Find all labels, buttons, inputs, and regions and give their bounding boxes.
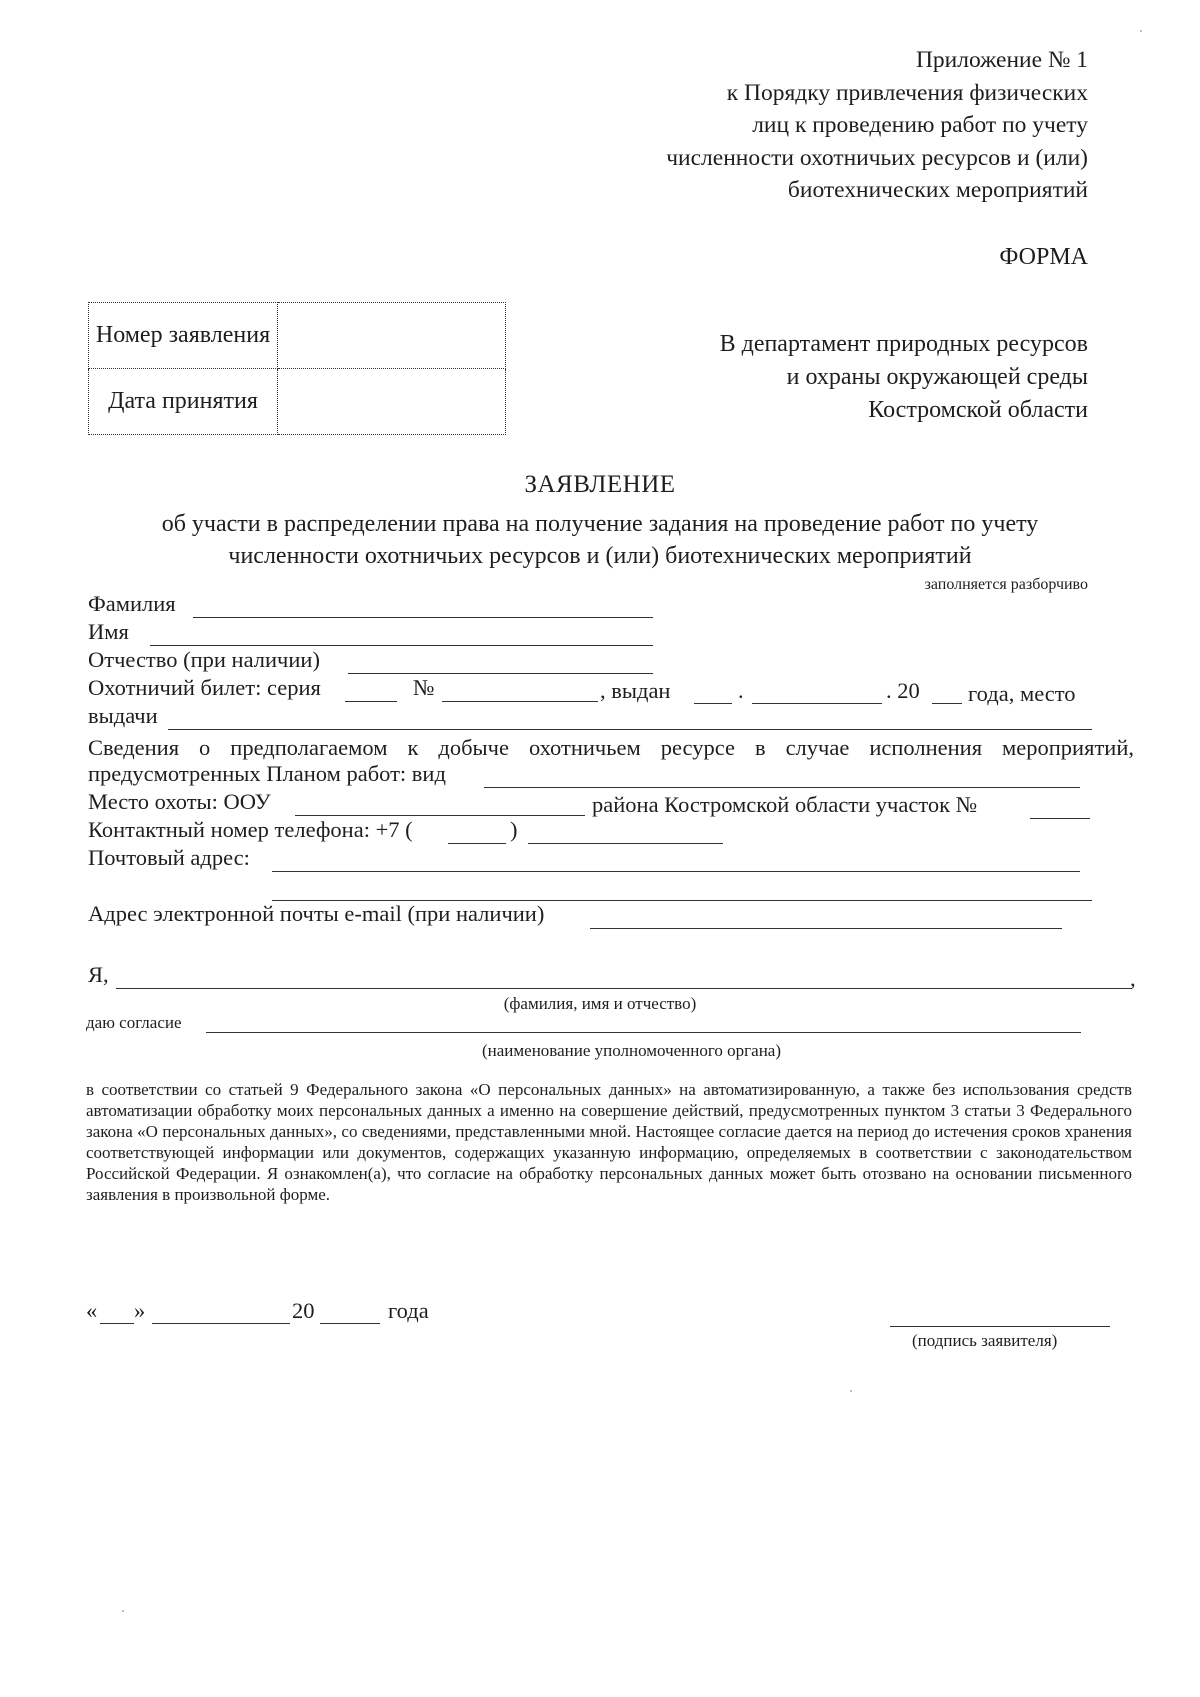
sign-month-field[interactable] — [152, 1323, 290, 1324]
name-label: Имя — [88, 619, 129, 644]
addressee-line-2: и охраны окружающей среды — [786, 364, 1088, 390]
form-label: ФОРМА — [999, 244, 1088, 270]
district-label: района Костромской области участок № — [592, 792, 978, 817]
subtitle-line-2: численности охотничьих ресурсов и (или) биотехнических мероприятий — [228, 543, 972, 569]
email-label: Адрес электронной почты e-mail (при наличии) — [88, 901, 545, 926]
issue-year-field[interactable] — [932, 703, 962, 704]
document-title: ЗАЯВЛЕНИЕ — [524, 471, 676, 498]
consent-text — [86, 1079, 1132, 1205]
sign-year-prefix: 20 — [292, 1298, 315, 1323]
acceptance-date-field[interactable] — [278, 369, 506, 435]
license-number-field[interactable] — [442, 701, 598, 702]
appendix-line-1: Приложение № 1 — [915, 47, 1088, 73]
patronymic-label: Отчество (при наличии) — [88, 647, 320, 672]
postal-address-field[interactable] — [272, 871, 1080, 872]
resource-info-line-1: Сведения о предполагаемом к добыче охотничьем ресурсе в случае исполнения мероприятий, — [88, 735, 1134, 760]
name-field[interactable] — [150, 645, 653, 646]
surname-label: Фамилия — [88, 591, 176, 616]
addressee — [720, 328, 1088, 427]
addressee-line-1: В департамент природных ресурсов — [719, 331, 1088, 357]
authority-field[interactable] — [206, 1032, 1081, 1033]
application-number-label: Номер заявления — [89, 303, 278, 369]
i-comma: , — [1130, 966, 1136, 991]
fio-caption: (фамилия, имя и отчество) — [503, 994, 697, 1013]
year-prefix: . 20 — [886, 678, 920, 703]
place-of-issue-label: выдачи — [88, 703, 158, 728]
year-place-label: года, место — [968, 681, 1076, 706]
phone-label: Контактный номер телефона: +7 ( — [88, 817, 413, 842]
phone-close: ) — [510, 817, 518, 842]
patronymic-field[interactable] — [348, 673, 653, 674]
give-consent-label: даю согласие — [86, 1013, 182, 1032]
phone-code-field[interactable] — [448, 843, 506, 844]
phone-number-field[interactable] — [528, 843, 723, 844]
applicant-fio-field[interactable] — [116, 988, 1132, 989]
document-subtitle — [0, 508, 1200, 572]
issued-label: , выдан — [600, 678, 671, 703]
signature-field[interactable] — [890, 1326, 1110, 1327]
scan-speck — [850, 1390, 852, 1392]
signature-caption: (подпись заявителя) — [912, 1331, 1058, 1350]
sign-day-field[interactable] — [100, 1323, 134, 1324]
registration-table — [88, 302, 506, 435]
plot-number-field[interactable] — [1030, 818, 1090, 819]
sign-year-field[interactable] — [320, 1323, 380, 1324]
i-label: Я, — [88, 962, 109, 987]
appendix-line-4: численности охотничьих ресурсов и (или) — [666, 144, 1088, 171]
place-of-issue-field[interactable] — [168, 729, 1092, 730]
issue-day-field[interactable] — [694, 703, 732, 704]
date-dot: . — [738, 678, 744, 703]
issue-month-field[interactable] — [752, 703, 882, 704]
appendix-line-2: к Порядку привлечения физических — [726, 79, 1088, 106]
license-number-label: № — [413, 675, 435, 700]
resource-species-field[interactable] — [484, 787, 1080, 788]
date-quote-close: » — [134, 1298, 146, 1323]
appendix-line-5: биотехнических мероприятий — [787, 177, 1088, 203]
date-quote-open: « — [86, 1298, 98, 1323]
authority-caption: (наименование уполномоченного органа) — [482, 1041, 782, 1060]
application-number-field[interactable] — [278, 303, 506, 369]
sign-year-suffix: года — [388, 1298, 429, 1323]
addressee-line-3: Костромской области — [868, 397, 1088, 423]
email-field[interactable] — [590, 928, 1062, 929]
table-row — [89, 303, 506, 369]
hunting-ground-field[interactable] — [295, 815, 585, 816]
table-row — [89, 369, 506, 435]
scan-speck — [1140, 30, 1142, 32]
appendix-line-3: лиц к проведению работ по учету — [752, 112, 1088, 138]
scan-speck — [122, 1610, 124, 1612]
postal-address-label: Почтовый адрес: — [88, 845, 250, 870]
appendix-header — [666, 44, 1088, 207]
hunting-place-label: Место охоты: ООУ — [88, 789, 271, 814]
license-series-label: Охотничий билет: серия — [88, 675, 321, 700]
license-series-field[interactable] — [345, 701, 397, 702]
resource-info-line-2: предусмотренных Планом работ: вид — [88, 761, 446, 786]
acceptance-date-label: Дата принятия — [89, 369, 278, 435]
subtitle-line-1: об участи в распределении права на получение задания на проведение работ по учету — [161, 511, 1039, 537]
fill-hint: заполняется разборчиво — [924, 576, 1088, 593]
consent-paragraph: в соответствии со статьей 9 Федерального закона «О персональных данных» на автоматизированную, а также без использования средств автоматизации обработку моих персональных данных а именно на совершение действий, предусмотренных пунктом 3 статьи 3 Федерального закона «О персональных данных», со сведениями, представленными мной. Настоящее согласие дается на период до истечения сроков хранения соответствующей информации или документов, содержащих указанную информацию, определяемых в соответствии с законодательством Российской Федерации. Я ознакомлен(а), что согласие на обработку персональных данных может быть отозвано на основании письменного заявления в произвольной форме. — [86, 1080, 1132, 1204]
surname-field[interactable] — [193, 617, 653, 618]
